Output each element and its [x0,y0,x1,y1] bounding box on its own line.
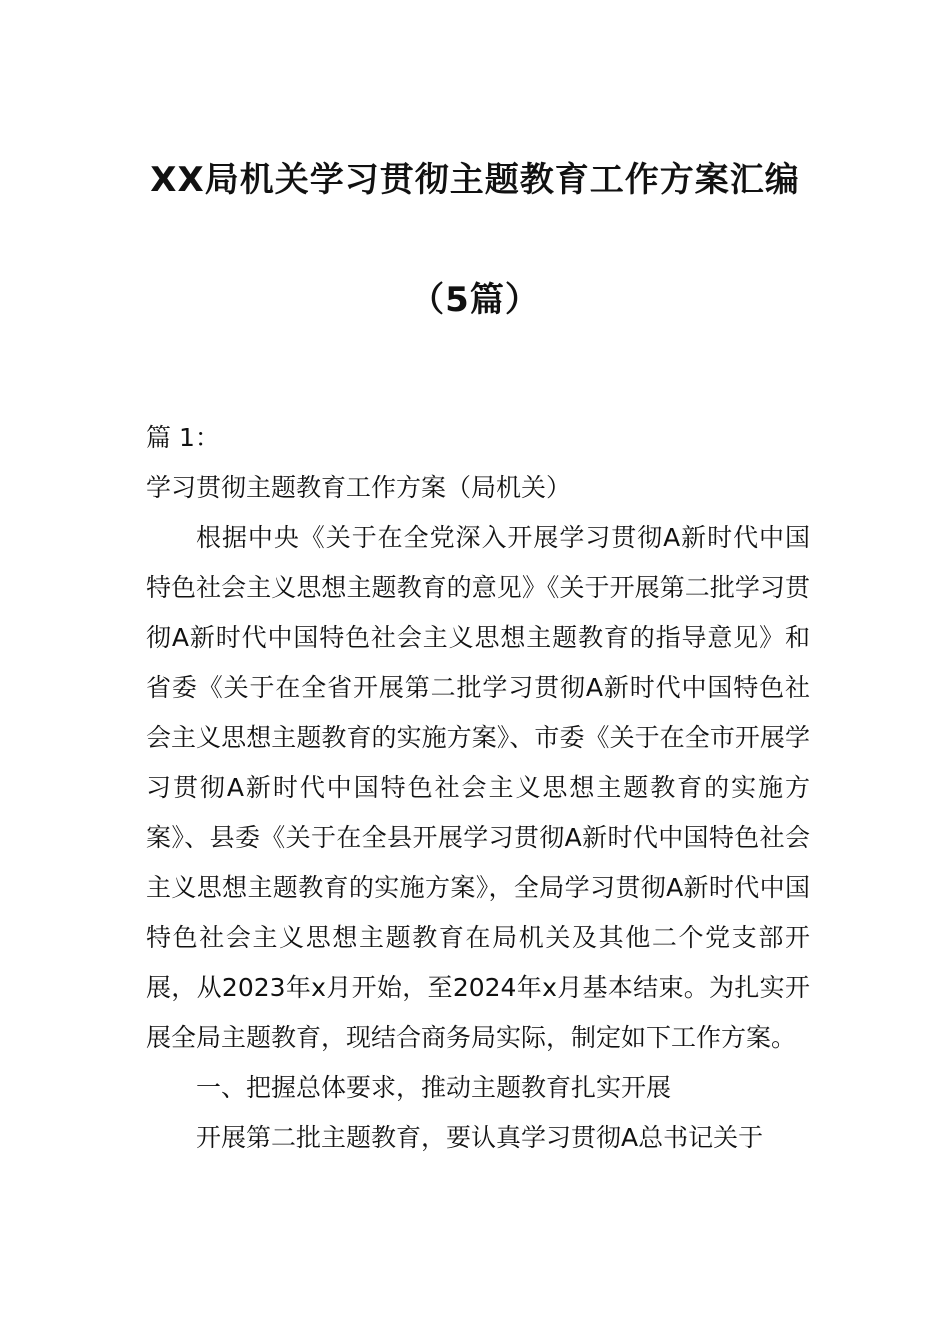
section-label: 篇 1： [146,423,220,452]
document-title: XX局机关学习贯彻主题教育工作方案汇编 [150,160,800,200]
document-subtitle: （5篇） [410,280,540,320]
paragraph-section-1: 开展第二批主题教育，要认真学习贯彻A总书记关于 [196,1123,764,1152]
section-heading-1: 一、把握总体要求，推动主题教育扎实开展 [196,1073,672,1102]
paragraph-intro: 根据中央《关于在全党深入开展学习贯彻A新时代中国特色社会主义思想主题教育的意见》《关于开展第二批学习贯彻A新时代中国特色社会主义思想主题教育的指导意见》和省委《关于在全省开展第二批学习贯彻A新时代中国特色社会主义思想主题教育的实施方案》、市委《关于在全市开展学习贯彻A新时代中国特色社会主义思想主题教育的实施方案》、县委《关于在全县开展学习贯彻A新时代中国特色社会主义思想主题教育的实施方案》，全局学习贯彻A新时代中国特色社会主义思想主题教育在局机关及其他二个党支部开展，从2023年x月开始，至2024年x月基本结束。为扎实开展全局主题教育，现结合商务局实际，制定如下工作方案。 [146,523,810,1052]
document-body [146,413,810,1163]
plan-title: 学习贯彻主题教育工作方案（局机关） [146,473,572,502]
